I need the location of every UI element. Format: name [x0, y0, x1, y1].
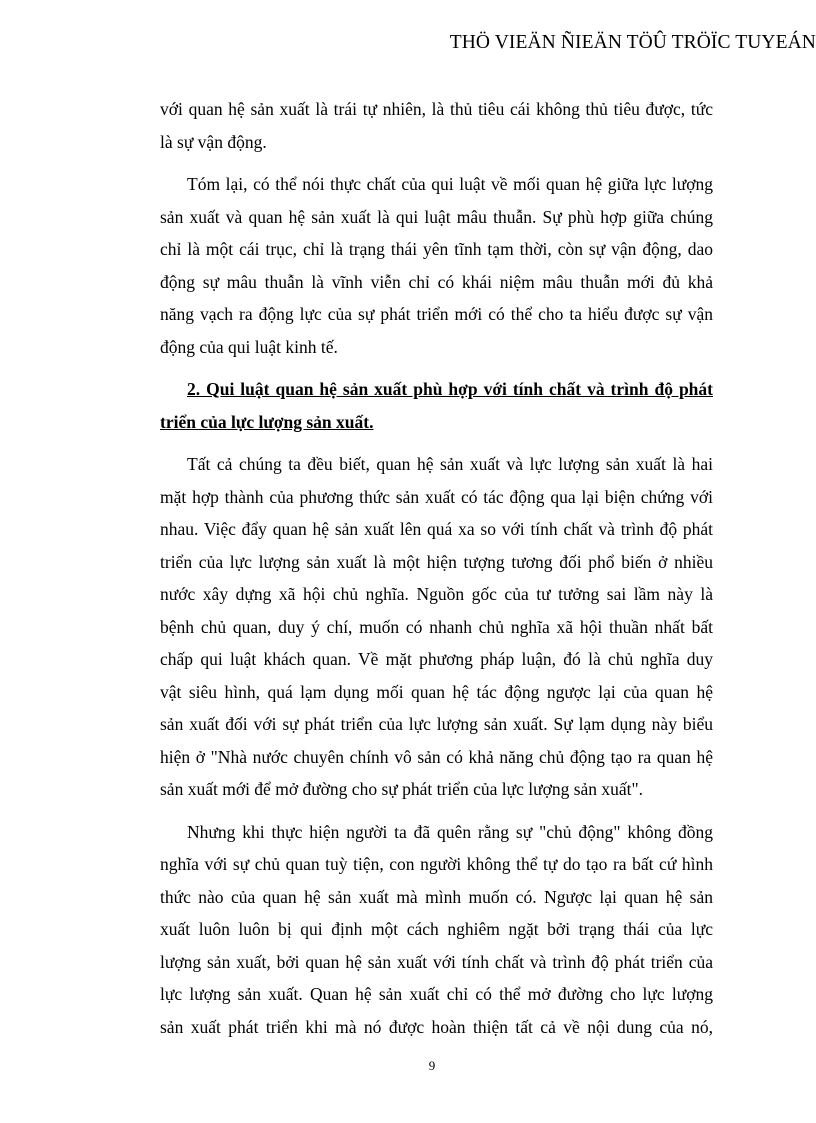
text-line: thức nào của quan hệ sản xuất mà mình muốn có. Ngược lại quan hệ sản — [160, 886, 713, 907]
text-line: xuất luôn luôn bị qui định một cách nghiêm ngặt bởi trạng thái của lực — [160, 919, 713, 939]
paragraph — [160, 168, 713, 363]
text-line: chấp qui luật khách quan. Về mặt phương pháp luận, đó là chủ nghĩa duy — [160, 649, 713, 669]
text-line: nước xây dựng xã hội chủ nghĩa. Nguồn gốc của tư tưởng sai lầm này là — [160, 584, 713, 604]
text-line: Nhưng khi thực hiện người ta đã quên rằng sự "chủ động" không đồng — [187, 821, 713, 842]
text-line: sản xuất và quan hệ sản xuất là qui luật mâu thuẫn. Sự phù hợp giữa chúng — [160, 206, 713, 227]
paragraph — [160, 448, 713, 806]
text-line: năng vạch ra động lực của sự phát triển mới có thể cho ta hiểu được sự vận — [160, 304, 713, 324]
text-line: là sự vận động. — [160, 131, 267, 152]
text-line: Tóm lại, có thể nói thực chất của qui luật về mối quan hệ giữa lực lượng — [187, 174, 713, 194]
text-line: nhau. Việc đẩy quan hệ sản xuất lên quá xa so với tính chất và trình độ phát — [160, 519, 713, 539]
paragraph — [160, 816, 713, 1044]
text-line: sản xuất phát triển khi mà nó được hoàn thiện tất cả về nội dung của nó, — [160, 1016, 713, 1037]
text-line: triển của lực lượng sản xuất là một hiện tượng tương đối phổ biến ở nhiều — [160, 551, 713, 572]
text-line: chỉ là một cái trục, chỉ là trạng thái yên tĩnh tạm thời, còn sự vận động, dao — [160, 239, 713, 259]
text-line: bệnh chủ quan, duy ý chí, muốn có nhanh chủ nghĩa xã hội thuần nhất bất — [160, 616, 713, 637]
heading-line: 2. Qui luật quan hệ sản xuất phù hợp với tính chất và trình độ phát — [187, 379, 713, 399]
text-line: sản xuất đối với sự phát triển của lực lượng sản xuất. Sự lạm dụng này biểu — [160, 714, 713, 734]
text-line: nghĩa với sự chủ quan tuỳ tiện, con người không thể tự do tạo ra bất cứ hình — [160, 854, 713, 874]
paragraph — [160, 93, 713, 158]
page-header-title: THÖ VIEÄN ÑIEÄN TÖÛ TRÖÏC TUYEÁN — [449, 32, 816, 53]
text-line: hiện ở "Nhà nước chuyên chính vô sản có khả năng chủ động tạo ra quan hệ — [160, 746, 713, 767]
text-line: Tất cả chúng ta đều biết, quan hệ sản xuất và lực lượng sản xuất là hai — [187, 454, 713, 474]
document-body — [160, 93, 713, 1043]
text-line: động sự mâu thuẫn là vĩnh viễn chỉ có khái niệm mâu thuẫn mới đủ khả — [160, 271, 713, 292]
text-line: với quan hệ sản xuất là trái tự nhiên, là thủ tiêu cái không thủ tiêu được, tức — [160, 99, 713, 119]
section-heading — [160, 373, 713, 438]
page-number: 9 — [428, 1058, 436, 1073]
text-line: mặt hợp thành của phương thức sản xuất có tác động qua lại biện chứng với — [160, 486, 713, 507]
heading-line: triển của lực lượng sản xuất. — [160, 411, 374, 432]
text-line: động của qui luật kinh tế. — [160, 336, 338, 357]
text-line: lực lượng sản xuất. Quan hệ sản xuất chỉ có thể mở đường cho lực lượng — [160, 984, 713, 1004]
text-line: vật siêu hình, quá lạm dụng mối quan hệ tác động ngược lại của quan hệ — [160, 681, 713, 702]
text-line: sản xuất mới để mở đường cho sự phát triển của lực lượng sản xuất". — [160, 779, 644, 799]
text-line: lượng sản xuất, bởi quan hệ sản xuất với tính chất và trình độ phát triển của — [160, 951, 713, 972]
